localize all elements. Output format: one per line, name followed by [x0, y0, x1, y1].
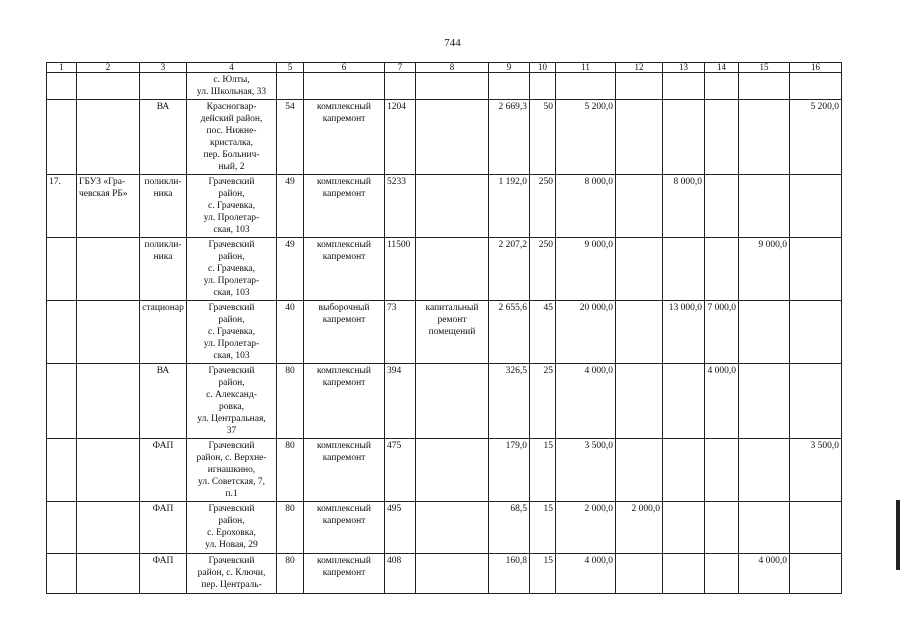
- table-cell-col-8: [416, 73, 489, 100]
- table-cell-col-4: Грачевский район, с. Верхне- игнашкино, ул. Советская, 7, п.1: [187, 439, 277, 502]
- table-cell-col-1: [47, 502, 77, 554]
- table-cell-col-12: [616, 301, 663, 364]
- table-cell-col-10: 45: [530, 301, 556, 364]
- table-cell-col-3: поликли- ника: [140, 238, 187, 301]
- page-number: 744: [444, 37, 461, 49]
- table-row: [47, 238, 842, 301]
- table-cell-col-16: [790, 238, 842, 301]
- table-cell-col-12: [616, 175, 663, 238]
- table-cell-col-10: 50: [530, 100, 556, 175]
- table-cell-col-13: [663, 554, 705, 594]
- table-cell-col-4: Грачевский район, с. Александ- ровка, ул. Центральная, 37: [187, 364, 277, 439]
- table-cell-col-13: [663, 100, 705, 175]
- table-cell-col-15: [739, 502, 790, 554]
- table-cell-col-9: 1 192,0: [489, 175, 530, 238]
- table-cell-col-12: [616, 238, 663, 301]
- table-cell-col-2: [77, 364, 140, 439]
- table-cell-col-5: 80: [277, 364, 304, 439]
- table-cell-col-8: [416, 554, 489, 594]
- table-cell-col-5: 49: [277, 238, 304, 301]
- table-cell-col-2: [77, 502, 140, 554]
- table-cell-col-10: 15: [530, 502, 556, 554]
- table-cell-col-1: [47, 100, 77, 175]
- col-header-7: 7: [385, 63, 416, 73]
- table-cell-col-13: [663, 439, 705, 502]
- table-cell-col-7: 73: [385, 301, 416, 364]
- table-cell-col-6: комплексный капремонт: [304, 439, 385, 502]
- table-cell-col-15: [739, 364, 790, 439]
- table-cell-col-13: [663, 364, 705, 439]
- table-cell-col-10: 15: [530, 554, 556, 594]
- table-cell-col-10: 15: [530, 439, 556, 502]
- table-cell-col-11: 9 000,0: [556, 238, 616, 301]
- table-cell-col-9: 160,8: [489, 554, 530, 594]
- table-cell-col-6: выборочный капремонт: [304, 301, 385, 364]
- col-header-10: 10: [530, 63, 556, 73]
- table-row: [47, 301, 842, 364]
- table-cell-col-16: 3 500,0: [790, 439, 842, 502]
- table-row: [47, 554, 842, 594]
- table-cell-col-2: [77, 301, 140, 364]
- table-cell-col-16: [790, 554, 842, 594]
- col-header-4: 4: [187, 63, 277, 73]
- table-cell-col-12: 2 000,0: [616, 502, 663, 554]
- table-cell-col-8: [416, 175, 489, 238]
- table-cell-col-8: [416, 100, 489, 175]
- table-cell-col-11: 4 000,0: [556, 364, 616, 439]
- table-cell-col-5: 80: [277, 554, 304, 594]
- table-cell-col-11: [556, 73, 616, 100]
- table-cell-col-12: [616, 554, 663, 594]
- table-cell-col-1: [47, 364, 77, 439]
- table-cell-col-4: Грачевский район, с. Грачевка, ул. Пролетар- ская, 103: [187, 301, 277, 364]
- table-cell-col-2: ГБУЗ «Гра- чевская РБ»: [77, 175, 140, 238]
- table-cell-col-3: ФАП: [140, 439, 187, 502]
- col-header-9: 9: [489, 63, 530, 73]
- table-cell-col-3: ФАП: [140, 502, 187, 554]
- table-cell-col-6: [304, 73, 385, 100]
- table-row: [47, 439, 842, 502]
- data-table: [46, 62, 842, 594]
- table-cell-col-1: [47, 238, 77, 301]
- table-cell-col-9: 2 655,6: [489, 301, 530, 364]
- table-cell-col-1: 17.: [47, 175, 77, 238]
- table-cell-col-8: [416, 502, 489, 554]
- table-cell-col-13: 13 000,0: [663, 301, 705, 364]
- table-cell-col-14: 4 000,0: [705, 364, 739, 439]
- table-cell-col-5: 80: [277, 502, 304, 554]
- table-cell-col-1: [47, 301, 77, 364]
- table-cell-col-15: [739, 301, 790, 364]
- table-cell-col-12: [616, 100, 663, 175]
- table-cell-col-10: 250: [530, 175, 556, 238]
- table-cell-col-4: Грачевский район, с. Ероховка, ул. Новая, 29: [187, 502, 277, 554]
- table-cell-col-6: комплексный капремонт: [304, 364, 385, 439]
- table-cell-col-14: [705, 439, 739, 502]
- table-cell-col-13: [663, 73, 705, 100]
- table-cell-col-9: 2 669,3: [489, 100, 530, 175]
- table-cell-col-14: [705, 175, 739, 238]
- column-number-row: [47, 63, 842, 73]
- col-header-3: 3: [140, 63, 187, 73]
- table-cell-col-16: [790, 364, 842, 439]
- table-cell-col-15: [739, 175, 790, 238]
- table-cell-col-13: 8 000,0: [663, 175, 705, 238]
- table-cell-col-5: [277, 73, 304, 100]
- table-cell-col-8: капитальный ремонт помещений: [416, 301, 489, 364]
- table-cell-col-13: [663, 238, 705, 301]
- table-cell-col-7: 5233: [385, 175, 416, 238]
- table-cell-col-7: 495: [385, 502, 416, 554]
- table-cell-col-6: комплексный капремонт: [304, 175, 385, 238]
- table-cell-col-4: Грачевский район, с. Ключи, пер. Централь-: [187, 554, 277, 594]
- table-cell-col-14: 7 000,0: [705, 301, 739, 364]
- table-cell-col-3: ВА: [140, 100, 187, 175]
- table-cell-col-5: 80: [277, 439, 304, 502]
- table-cell-col-11: 8 000,0: [556, 175, 616, 238]
- table-row: [47, 175, 842, 238]
- table-cell-col-15: [739, 439, 790, 502]
- col-header-16: 16: [790, 63, 842, 73]
- table-cell-col-15: 9 000,0: [739, 238, 790, 301]
- table-cell-col-4: с. Юлты, ул. Школьная, 33: [187, 73, 277, 100]
- table-cell-col-8: [416, 238, 489, 301]
- table-row: [47, 502, 842, 554]
- table-cell-col-8: [416, 439, 489, 502]
- table-cell-col-16: 5 200,0: [790, 100, 842, 175]
- table-cell-col-14: [705, 73, 739, 100]
- table-cell-col-11: 3 500,0: [556, 439, 616, 502]
- table-cell-col-9: [489, 73, 530, 100]
- col-header-13: 13: [663, 63, 705, 73]
- table-cell-col-12: [616, 364, 663, 439]
- table-cell-col-4: Грачевский район, с. Грачевка, ул. Пролетар- ская, 103: [187, 238, 277, 301]
- table-cell-col-8: [416, 364, 489, 439]
- table-cell-col-7: 394: [385, 364, 416, 439]
- table-cell-col-16: [790, 175, 842, 238]
- table-row: [47, 100, 842, 175]
- col-header-14: 14: [705, 63, 739, 73]
- table-cell-col-11: 4 000,0: [556, 554, 616, 594]
- table-cell-col-7: 1204: [385, 100, 416, 175]
- table-cell-col-5: 54: [277, 100, 304, 175]
- table-cell-col-12: [616, 73, 663, 100]
- table-cell-col-4: Грачевский район, с. Грачевка, ул. Пролетар- ская, 103: [187, 175, 277, 238]
- table-cell-col-5: 49: [277, 175, 304, 238]
- table-cell-col-1: [47, 73, 77, 100]
- table-cell-col-15: 4 000,0: [739, 554, 790, 594]
- table-row: [47, 73, 842, 100]
- table-cell-col-15: [739, 100, 790, 175]
- table-cell-col-10: [530, 73, 556, 100]
- table-cell-col-3: [140, 73, 187, 100]
- table-cell-col-2: [77, 73, 140, 100]
- col-header-15: 15: [739, 63, 790, 73]
- table-cell-col-7: 11500: [385, 238, 416, 301]
- table-cell-col-14: [705, 238, 739, 301]
- table-cell-col-2: [77, 100, 140, 175]
- table-cell-col-4: Красногвар- дейский район, пос. Нижне- кристалка, пер. Больнич- ный, 2: [187, 100, 277, 175]
- col-header-1: 1: [47, 63, 77, 73]
- table-cell-col-16: [790, 301, 842, 364]
- table-cell-col-7: 475: [385, 439, 416, 502]
- table-cell-col-1: [47, 439, 77, 502]
- col-header-8: 8: [416, 63, 489, 73]
- table-cell-col-3: ФАП: [140, 554, 187, 594]
- table-cell-col-9: 2 207,2: [489, 238, 530, 301]
- table-cell-col-2: [77, 439, 140, 502]
- table-cell-col-13: [663, 502, 705, 554]
- table-cell-col-14: [705, 100, 739, 175]
- table-cell-col-12: [616, 439, 663, 502]
- table-cell-col-1: [47, 554, 77, 594]
- table-cell-col-6: комплексный капремонт: [304, 554, 385, 594]
- table-cell-col-3: поликли- ника: [140, 175, 187, 238]
- table-cell-col-3: ВА: [140, 364, 187, 439]
- table-cell-col-16: [790, 502, 842, 554]
- table-cell-col-7: [385, 73, 416, 100]
- col-header-2: 2: [77, 63, 140, 73]
- col-header-12: 12: [616, 63, 663, 73]
- table-cell-col-6: комплексный капремонт: [304, 502, 385, 554]
- table-row: [47, 364, 842, 439]
- table-cell-col-7: 408: [385, 554, 416, 594]
- table-cell-col-10: 250: [530, 238, 556, 301]
- col-header-6: 6: [304, 63, 385, 73]
- col-header-11: 11: [556, 63, 616, 73]
- table-cell-col-10: 25: [530, 364, 556, 439]
- table-cell-col-14: [705, 502, 739, 554]
- table-cell-col-11: 2 000,0: [556, 502, 616, 554]
- table-cell-col-9: 68,5: [489, 502, 530, 554]
- table-cell-col-11: 20 000,0: [556, 301, 616, 364]
- table-cell-col-5: 40: [277, 301, 304, 364]
- table-cell-col-3: стационар: [140, 301, 187, 364]
- col-header-5: 5: [277, 63, 304, 73]
- table-cell-col-6: комплексный капремонт: [304, 238, 385, 301]
- table-cell-col-11: 5 200,0: [556, 100, 616, 175]
- table-cell-col-14: [705, 554, 739, 594]
- table-cell-col-16: [790, 73, 842, 100]
- scan-edge-mark: [896, 500, 900, 570]
- table-cell-col-9: 326,5: [489, 364, 530, 439]
- table-cell-col-2: [77, 554, 140, 594]
- table-cell-col-9: 179,0: [489, 439, 530, 502]
- table-cell-col-15: [739, 73, 790, 100]
- table-cell-col-6: комплексный капремонт: [304, 100, 385, 175]
- table-cell-col-2: [77, 238, 140, 301]
